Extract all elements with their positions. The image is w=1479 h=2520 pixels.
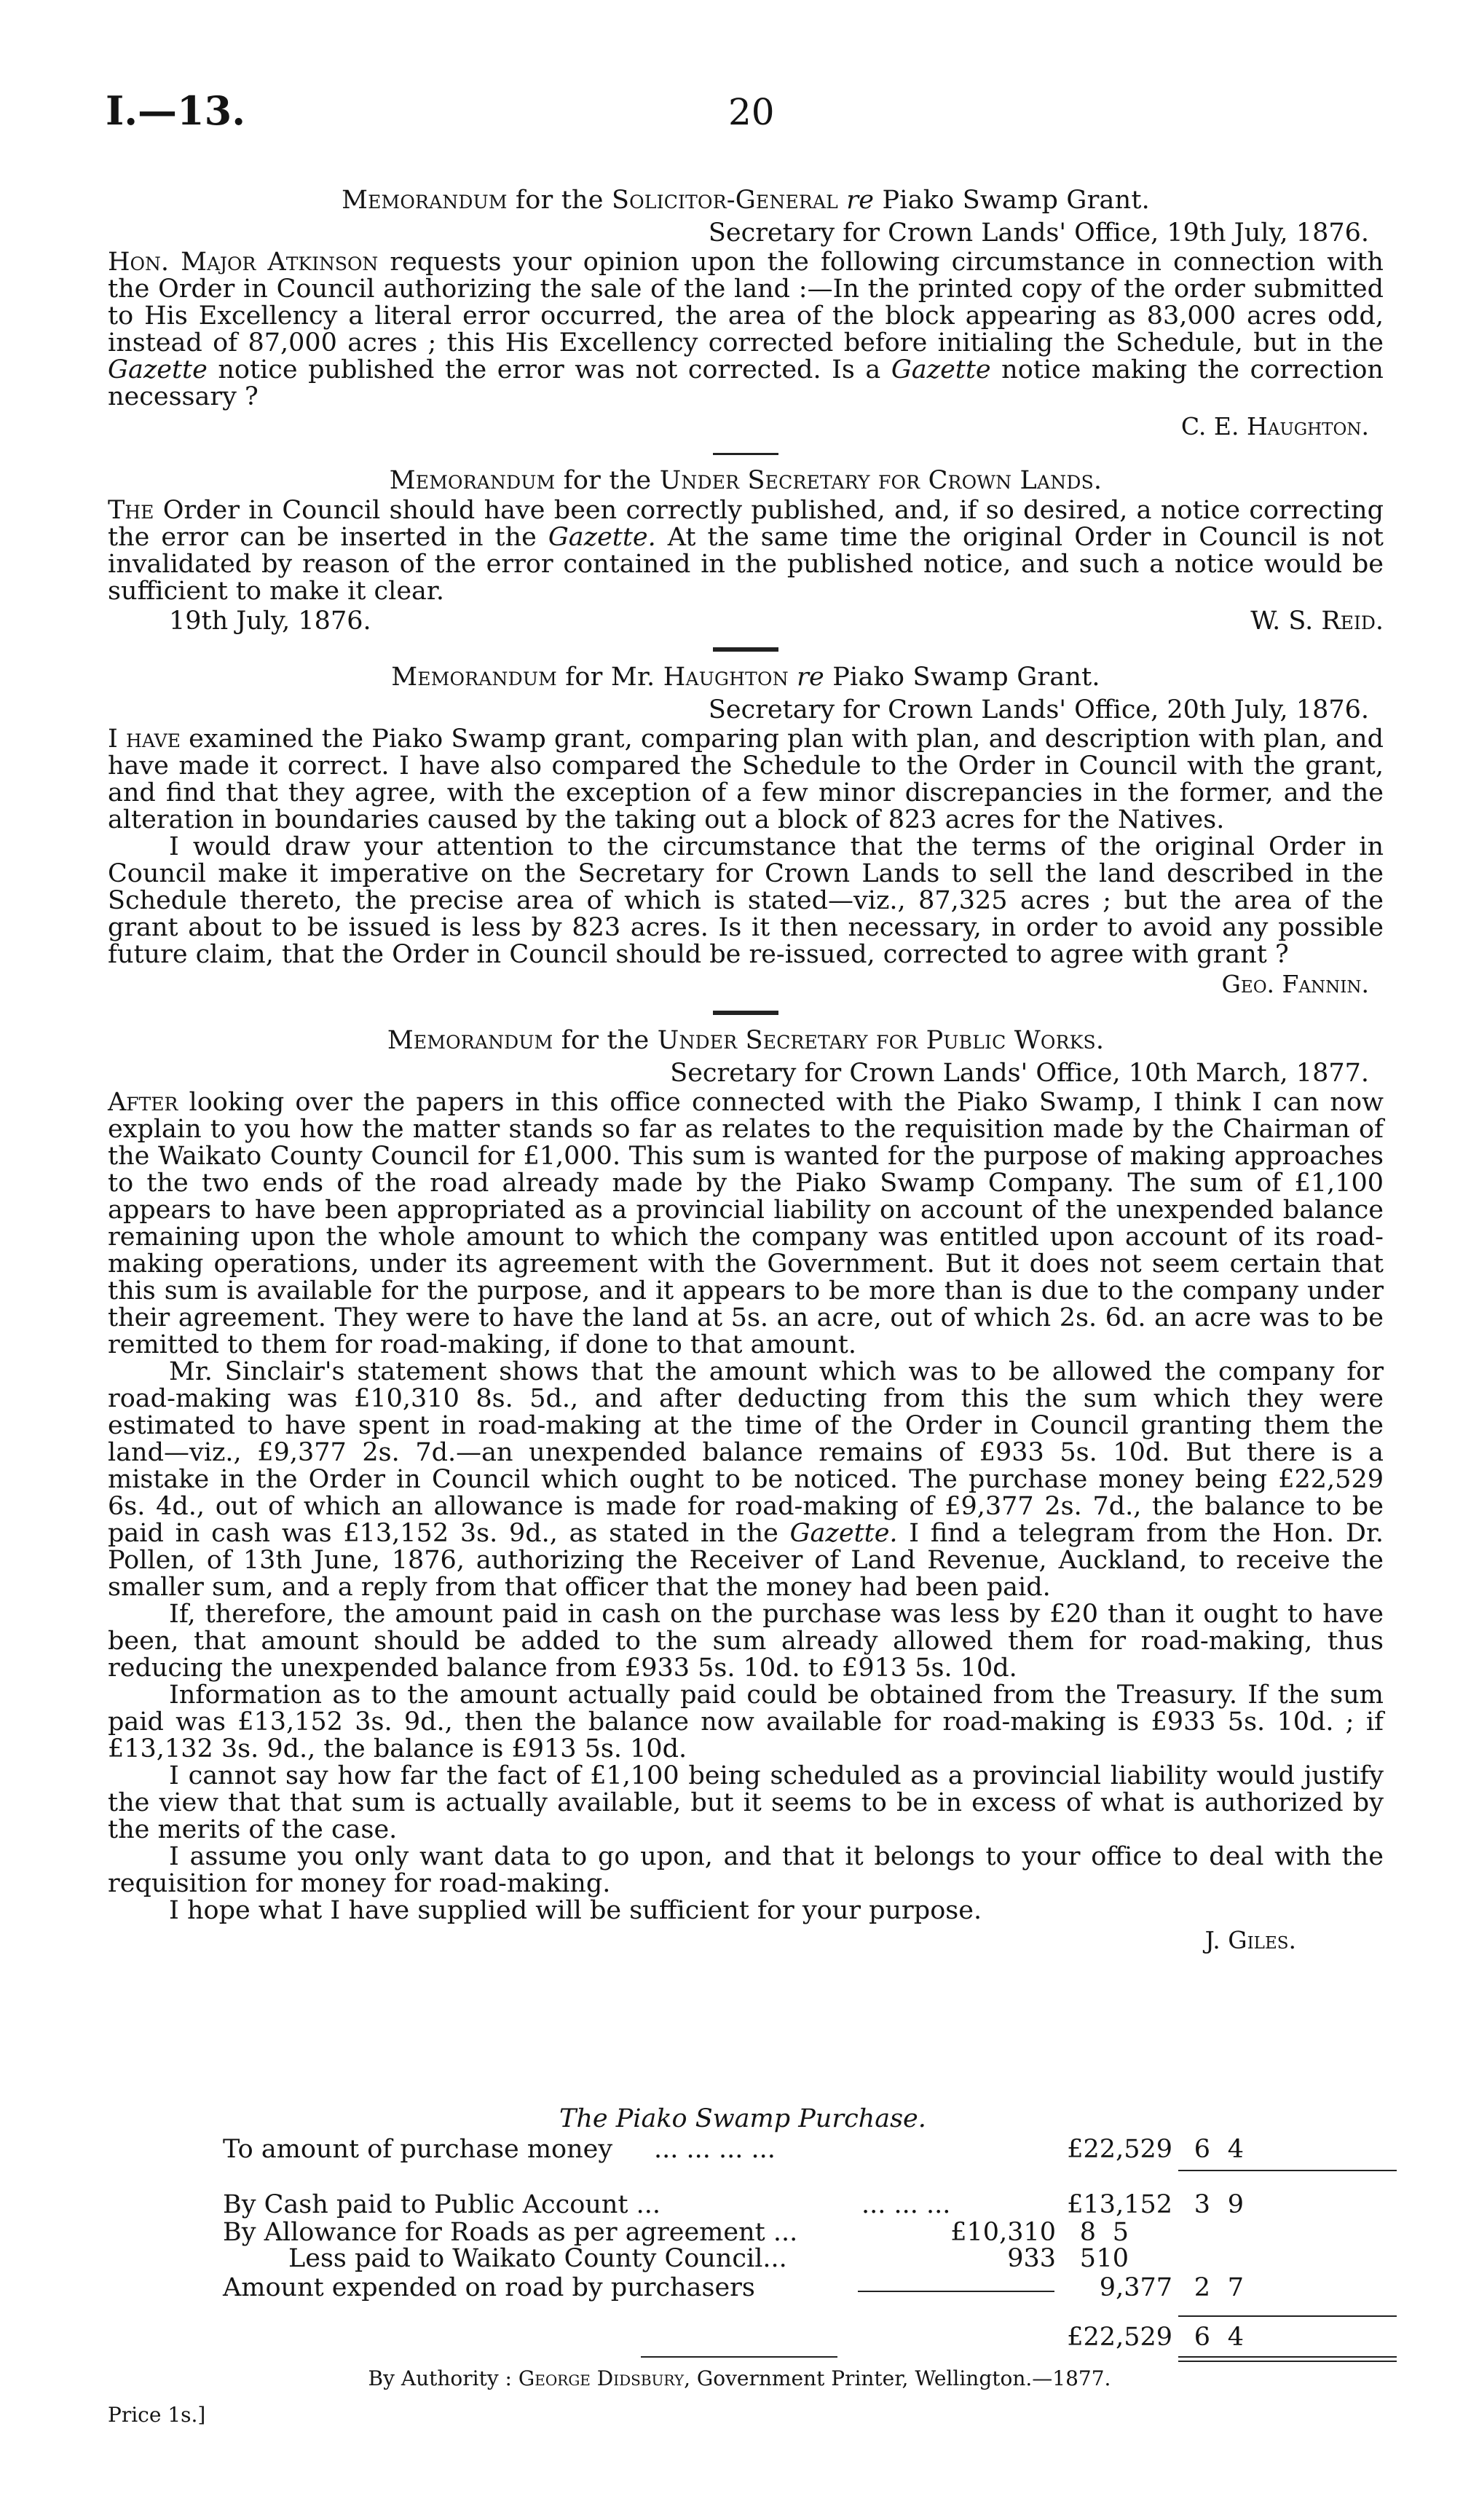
signature: C. E. Haughton. xyxy=(1180,412,1369,441)
signature: J. Giles. xyxy=(1204,1926,1296,1954)
rule-line xyxy=(1178,2356,1397,2358)
memo-body: I cannot say how far the fact of £1,100 being scheduled as a provincial liability would justify the view that that sum is actually available, but it seems to be in excess of what is authorized by the merits of the case. xyxy=(108,1761,1384,1844)
rule-line xyxy=(858,2291,1054,2292)
memo-body: I have examined the Piako Swamp grant, comparing plan with plan, and description with plan, and have made it correct. I have also compared the Schedule to the Order in Council with the grant, and find that they agree, with the exception of a few minor discrepancies in the former, and the alteration in boundaries caused by the taking out a block of 823 acres for the Natives. xyxy=(108,724,1384,834)
rule-line xyxy=(1178,2361,1397,2362)
document-reference: I.—13. xyxy=(106,87,246,134)
page-number: 20 xyxy=(728,91,775,133)
account-title: The Piako Swamp Purchase. xyxy=(559,2104,926,2133)
memo-title: Memorandum for Mr. Haughton re Piako Swamp Grant. xyxy=(391,663,1100,692)
memo-body: After looking over the papers in this office connected with the Piako Swamp, I think I can now explain to you how the matter stands so far as relates to the requisition made by the Chairman of the Waikato County Council for £1,000. This sum is wanted for the purpose of making approaches to the two ends of the road already made by the Piako Swamp Company. The sum of £1,100 appears to have been appropriated as a provincial liability on account of the unexpended balance remaining upon the whole amount to which the company was entitled upon account of its road-making operations, under its agreement with the Government. But it does not seem certain that this sum is available for the purpose, and it appears to be more than is due to the company under their agreement. They were to have the land at 5s. an acre, out of which 2s. 6d. an acre was to be remitted to them for road-making, if done to that amount. xyxy=(108,1088,1384,1359)
signature: W. S. Reid. xyxy=(1250,607,1384,636)
account-row: To amount of purchase money ... ... ... ... £22,529 6 4 xyxy=(223,2135,1244,2164)
printer-imprint: By Authority : George Didsbury, Government Printer, Wellington.—1877. xyxy=(368,2366,1111,2390)
price-note: Price 1s.] xyxy=(108,2403,206,2427)
account-row: Less paid to Waikato County Council... 933 5 10 xyxy=(288,2244,1129,2273)
divider xyxy=(641,2356,837,2358)
memo-body: Mr. Sinclair's statement shows that the amount which was to be allowed the company for road-making was £10,310 8s. 5d., and after deducting from this the sum which they were estimated to have spent in road-making at the time of the Order in Council granting them the land—viz., £9,377 2s. 7d.—an unexpended balance remains of £933 5s. 10d. But there is a mistake in the Order in Council which ought to be noticed. The purchase money being £22,529 6s. 4d., out of which an allowance is made for road-making of £9,377 2s. 7d., the balance to be paid in cash was £13,152 3s. 9d., as stated in the Gazette. I find a telegram from the Hon. Dr. Pollen, of 13th June, 1876, authorizing the Receiver of Land Revenue, Auckland, to receive the smaller sum, and a reply from that officer that the money had been paid. xyxy=(108,1357,1384,1602)
memo-body: Hon. Major Atkinson requests your opinion upon the following circumstance in connection with the Order in Council authorizing the sale of the land :—In the printed copy of the order submitted to His Excellency a literal error occurred, the area of the block appearing as 83,000 acres odd, instead of 87,000 acres ; this His Excellency corrected before initialing the Schedule, but in the Gazette notice published the error was not corrected. Is a Gazette notice making the correction necessary ? xyxy=(108,248,1384,411)
memo-title: Memorandum for the Under Secretary for Public Works. xyxy=(387,1026,1105,1055)
divider xyxy=(713,647,778,652)
account-row: By Cash paid to Public Account ... ... ... ... £13,152 3 9 xyxy=(223,2190,1244,2219)
divider xyxy=(713,453,778,455)
memo-title: Memorandum for the Under Secretary for Crown Lands. xyxy=(389,466,1103,495)
memo-body: The Order in Council should have been correctly published, and, if so desired, a notice correcting the error can be inserted in the Gazette. At the same time the original Order in Council is not invalidated by reason of the error contained in the published notice, and such a notice would be sufficient to make it clear. xyxy=(108,496,1384,606)
dateline-signature xyxy=(108,605,1384,637)
memo-body: Information as to the amount actually paid could be obtained from the Treasury. If the sum paid was £13,152 3s. 9d., then the balance now available for road-making is £933 5s. 10d. ; if £13,132 3s. 9d., the balance is £913 5s. 10d. xyxy=(108,1680,1384,1763)
memo-body: I would draw your attention to the circumstance that the terms of the original Order in Council make it imperative on the Secretary for Crown Lands to sell the land described in the Schedule thereto, the precise area of which is stated—viz., 87,325 acres ; but the area of the grant about to be issued is less by 823 acres. Is it then necessary, in order to avoid any possible future claim, that the Order in Council should be re-issued, corrected to agree with grant ? xyxy=(108,832,1384,969)
office-dateline: Secretary for Crown Lands' Office, 10th March, 1877. xyxy=(670,1059,1369,1088)
account-row: By Allowance for Roads as per agreement ... £10,310 8 5 xyxy=(223,2218,1129,2247)
office-dateline: Secretary for Crown Lands' Office, 19th July, 1876. xyxy=(708,218,1369,248)
account-row: Amount expended on road by purchasers 9,377 2 7 xyxy=(223,2273,1244,2302)
memo-solicitor-general xyxy=(108,183,1384,1956)
memo-body: I assume you only want data to go upon, and that it belongs to your office to deal with the requisition for money for road-making. xyxy=(108,1842,1384,1898)
rule-line xyxy=(1178,2315,1397,2317)
divider xyxy=(713,1011,778,1015)
account-total-row: £22,529 6 4 xyxy=(1067,2323,1244,2352)
office-dateline: Secretary for Crown Lands' Office, 20th July, 1876. xyxy=(708,695,1369,724)
memo-title: Memorandum for the Solicitor-General re Piako Swamp Grant. xyxy=(342,186,1150,215)
signature: Geo. Fannin. xyxy=(1221,970,1369,998)
memo-body: I hope what I have supplied will be sufficient for your purpose. xyxy=(169,1896,982,1925)
memo-date: 19th July, 1876. xyxy=(169,607,371,636)
rule-line xyxy=(1178,2170,1397,2171)
memo-body: If, therefore, the amount paid in cash on the purchase was less by £20 than it ought to have been, that amount should be added to the sum already allowed them for road-making, thus reducing the unexpended balance from £933 5s. 10d. to £913 5s. 10d. xyxy=(108,1600,1384,1683)
